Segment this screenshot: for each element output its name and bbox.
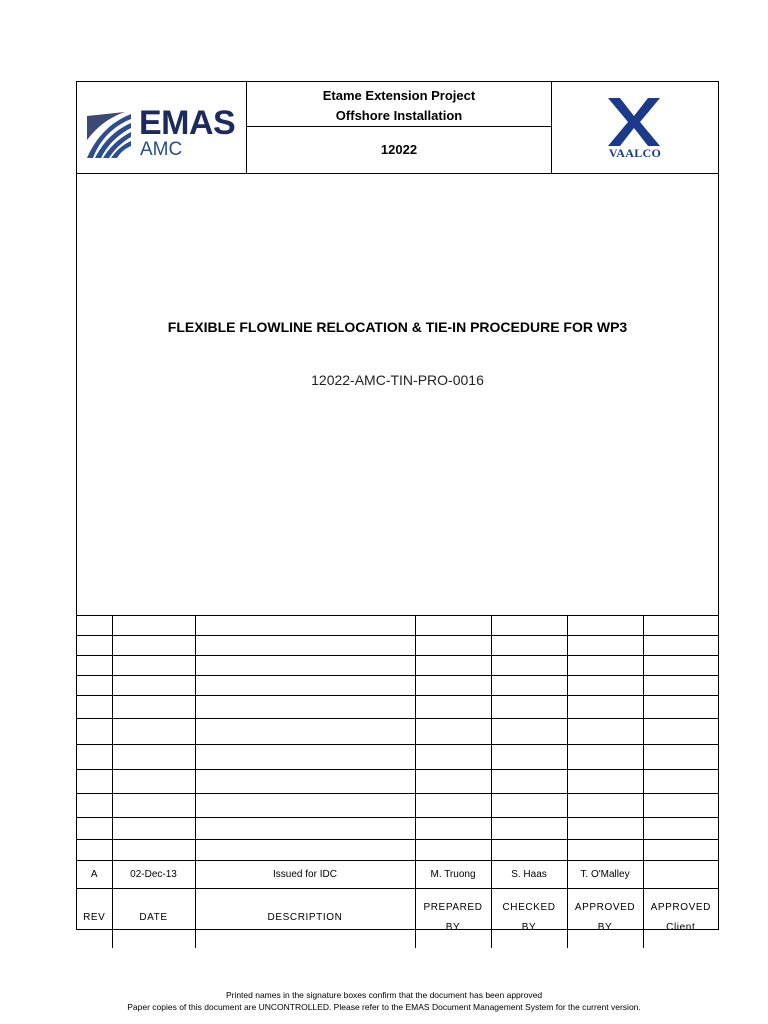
- empty-cell: [567, 656, 643, 676]
- empty-cell: [567, 794, 643, 818]
- empty-cell: [195, 696, 415, 719]
- empty-cell: [77, 770, 112, 794]
- revision-row-empty: [77, 656, 718, 676]
- revision-row-empty: [77, 676, 718, 696]
- empty-cell: [195, 616, 415, 636]
- empty-cell: [112, 616, 195, 636]
- client-approved-header: [643, 889, 718, 948]
- revision-row-empty: [77, 840, 718, 861]
- empty-cell: [415, 719, 491, 745]
- empty-cell: [195, 676, 415, 696]
- prepared-by-header: [415, 889, 491, 948]
- revision-row-empty: [77, 636, 718, 656]
- empty-cell: [77, 719, 112, 745]
- vaalco-logo-text: VAALCO: [608, 146, 662, 160]
- empty-cell: [491, 636, 567, 656]
- empty-cell: [491, 818, 567, 840]
- empty-cell: [643, 770, 718, 794]
- empty-cell: [567, 696, 643, 719]
- empty-cell: [112, 719, 195, 745]
- empty-cell: [491, 676, 567, 696]
- empty-cell: [195, 794, 415, 818]
- revision-row-empty: [77, 818, 718, 840]
- client-approved-cell: [643, 861, 718, 889]
- empty-cell: [567, 616, 643, 636]
- empty-cell: [415, 818, 491, 840]
- approved-header-line1: APPROVED: [574, 902, 636, 914]
- empty-cell: [195, 656, 415, 676]
- empty-cell: [643, 616, 718, 636]
- approved-header-line2: BY: [597, 922, 613, 934]
- empty-cell: [415, 636, 491, 656]
- empty-cell: [567, 745, 643, 770]
- project-title: Etame Extension Project: [322, 88, 476, 103]
- rev-cell: A: [77, 861, 112, 889]
- empty-cell: [195, 745, 415, 770]
- empty-cell: [195, 840, 415, 861]
- empty-cell: [195, 636, 415, 656]
- footer-line-uncontrolled: Paper copies of this document are UNCONTROLLED. Please refer to the EMAS Document Management System for the current version.: [127, 1002, 641, 1012]
- empty-cell: [491, 770, 567, 794]
- prepared-header-line1: PREPARED: [423, 902, 483, 914]
- empty-cell: [643, 676, 718, 696]
- empty-cell: [415, 745, 491, 770]
- empty-cell: [415, 656, 491, 676]
- empty-cell: [77, 840, 112, 861]
- empty-cell: [415, 770, 491, 794]
- empty-cell: [643, 840, 718, 861]
- project-title-block: [247, 82, 552, 173]
- date-cell: 02-Dec-13: [112, 861, 195, 889]
- approved-by-cell: T. O'Malley: [567, 861, 643, 889]
- empty-cell: [491, 696, 567, 719]
- empty-cell: [491, 745, 567, 770]
- empty-cell: [491, 719, 567, 745]
- empty-cell: [77, 745, 112, 770]
- rev-header: REV: [77, 889, 112, 948]
- checked-by-header: [491, 889, 567, 948]
- date-header: DATE: [112, 889, 195, 948]
- document-footer: [0, 989, 768, 1013]
- revision-row-empty: [77, 719, 718, 745]
- empty-cell: [643, 719, 718, 745]
- empty-cell: [112, 745, 195, 770]
- document-number: 12022-AMC-TIN-PRO-0016: [311, 372, 484, 388]
- empty-cell: [567, 840, 643, 861]
- prepared-header-line2: BY: [445, 922, 461, 934]
- empty-cell: [567, 676, 643, 696]
- empty-cell: [643, 656, 718, 676]
- client-header-line2: Client: [666, 922, 696, 934]
- description-cell: Issued for IDC: [195, 861, 415, 889]
- empty-cell: [643, 696, 718, 719]
- emas-sail-icon: [85, 110, 133, 160]
- empty-cell: [567, 770, 643, 794]
- empty-cell: [415, 676, 491, 696]
- empty-cell: [77, 794, 112, 818]
- empty-cell: [77, 636, 112, 656]
- emas-logo-text: EMAS: [139, 104, 236, 142]
- revision-row-empty: [77, 745, 718, 770]
- empty-cell: [643, 636, 718, 656]
- vaalco-x-icon: [608, 98, 660, 146]
- empty-cell: [195, 818, 415, 840]
- revision-table: [77, 615, 718, 948]
- empty-cell: [415, 696, 491, 719]
- empty-cell: [491, 656, 567, 676]
- revision-row-empty: [77, 770, 718, 794]
- empty-cell: [567, 818, 643, 840]
- document-title: FLEXIBLE FLOWLINE RELOCATION & TIE-IN PROCEDURE FOR WP3: [167, 319, 628, 335]
- vaalco-logo: [552, 82, 718, 173]
- empty-cell: [195, 770, 415, 794]
- empty-cell: [567, 636, 643, 656]
- project-subtitle: Offshore Installation: [335, 108, 463, 123]
- empty-cell: [491, 794, 567, 818]
- empty-cell: [567, 719, 643, 745]
- empty-cell: [77, 676, 112, 696]
- empty-cell: [77, 696, 112, 719]
- empty-cell: [112, 696, 195, 719]
- empty-cell: [112, 676, 195, 696]
- project-title-cell: [247, 82, 551, 127]
- project-number: 12022: [380, 142, 418, 157]
- checked-header-line2: BY: [521, 922, 537, 934]
- description-header: DESCRIPTION: [195, 889, 415, 948]
- revision-row-empty: [77, 616, 718, 636]
- checked-header-line1: CHECKED: [502, 902, 556, 914]
- amc-logo-text: AMC: [140, 139, 183, 160]
- empty-cell: [112, 794, 195, 818]
- empty-cell: [77, 616, 112, 636]
- empty-cell: [77, 818, 112, 840]
- empty-cell: [415, 840, 491, 861]
- revision-row-empty: [77, 696, 718, 719]
- empty-cell: [77, 656, 112, 676]
- empty-cell: [643, 818, 718, 840]
- approved-by-header: [567, 889, 643, 948]
- empty-cell: [415, 616, 491, 636]
- title-block-header: [77, 82, 718, 174]
- revision-row: [77, 861, 718, 889]
- empty-cell: [415, 794, 491, 818]
- empty-cell: [491, 840, 567, 861]
- empty-cell: [643, 794, 718, 818]
- revision-header-row: [77, 889, 718, 948]
- empty-cell: [112, 818, 195, 840]
- client-header-line1: APPROVED: [650, 902, 711, 914]
- empty-cell: [112, 636, 195, 656]
- prepared-by-cell: M. Truong: [415, 861, 491, 889]
- empty-cell: [112, 770, 195, 794]
- empty-cell: [112, 656, 195, 676]
- empty-cell: [195, 719, 415, 745]
- checked-by-cell: S. Haas: [491, 861, 567, 889]
- empty-cell: [643, 745, 718, 770]
- revision-row-empty: [77, 794, 718, 818]
- footer-line-approval: Printed names in the signature boxes confirm that the document has been approved: [225, 990, 543, 1000]
- emas-amc-logo: [77, 82, 247, 173]
- empty-cell: [491, 616, 567, 636]
- document-frame: [76, 81, 719, 934]
- empty-cell: [112, 840, 195, 861]
